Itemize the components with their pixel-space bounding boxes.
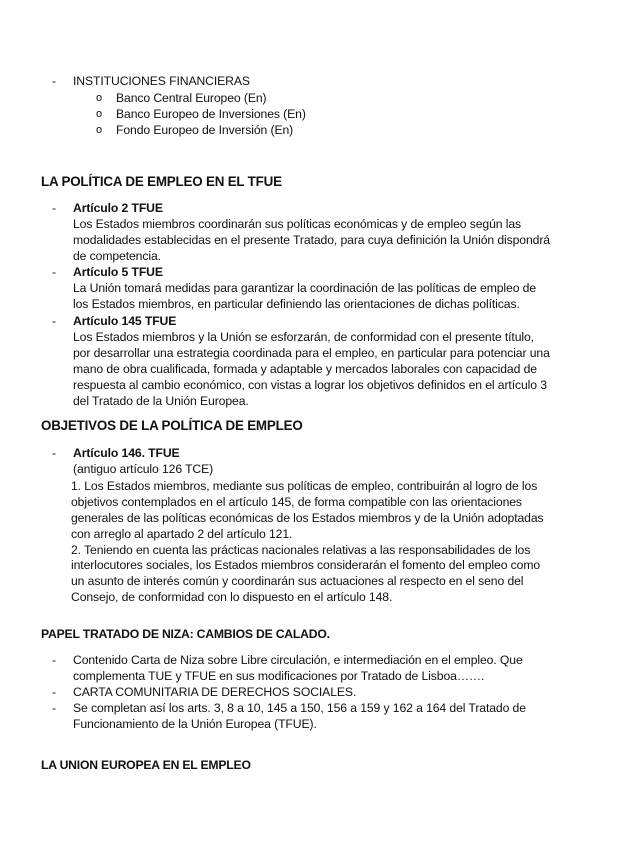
article-line: Los Estados miembros y la Unión se esforzarán, de conformidad con el presente título, — [73, 330, 534, 344]
paragraph-line: un asunto de interés común y coordinarán sus actuaciones al respecto en el seno del — [71, 574, 524, 588]
article-line: del Tratado de la Unión Europea. — [73, 394, 249, 408]
list-bullet: - — [52, 685, 57, 699]
article-line: Los Estados miembros coordinarán sus políticas económicas y de empleo según las — [73, 217, 522, 231]
list-item: Banco Europeo de Inversiones (En) — [116, 107, 306, 121]
article-line: por desarrollar una estrategia coordinada para el empleo, en particular para potenciar una — [73, 346, 550, 360]
bullet-line: Contenido Carta de Niza sobre Libre circulación, e intermediación en el empleo. Que — [73, 653, 523, 667]
list-bullet: - — [52, 701, 57, 715]
bullet-line: Funcionamiento de la Unión Europea (TFUE). — [73, 717, 317, 731]
article-line: modalidades establecidas en el presente Tratado, para cuya definición la Unión dispondrá — [73, 233, 550, 247]
instituciones-title: INSTITUCIONES FINANCIERAS — [73, 74, 250, 88]
section-heading: LA UNION EUROPEA EN EL EMPLEO — [41, 758, 251, 772]
bullet-line: Se completan así los arts. 3, 8 a 10, 145 a 150, 156 a 159 y 162 a 164 del Tratado de — [73, 701, 526, 715]
list-bullet: - — [52, 653, 57, 667]
article-title: Artículo 146. TFUE — [73, 446, 180, 460]
sub-bullet: o — [96, 108, 103, 120]
list-bullet: - — [52, 446, 57, 460]
paragraph-line: interlocutores sociales, los Estados miembros considerarán el fomento del empleo como — [71, 558, 541, 572]
list-bullet: - — [52, 314, 57, 328]
list-item: Fondo Europeo de Inversión (En) — [116, 123, 294, 137]
list-bullet: - — [52, 265, 57, 279]
list-bullet: - — [52, 201, 57, 215]
bullet-line: complementa TUE y TFUE en sus modificaciones por Tratado de Lisboa……. — [73, 669, 485, 683]
bullet-line: CARTA COMUNITARIA DE DERECHOS SOCIALES. — [73, 685, 357, 699]
list-item: Banco Central Europeo (En) — [116, 91, 267, 105]
paragraph-line: Consejo, de conformidad con lo dispuesto en el artículo 148. — [71, 590, 393, 604]
article-line: mano de obra cualificada, formada y adaptable y mercados laborales con capacidad de — [73, 362, 537, 376]
article-line: de competencia. — [73, 249, 161, 263]
paragraph-line: con arreglo al apartado 2 del artículo 121. — [71, 527, 293, 541]
article-line: La Unión tomará medidas para garantizar la coordinación de las políticas de empleo de — [73, 281, 537, 295]
sub-bullet: o — [96, 92, 103, 104]
list-bullet: - — [52, 74, 57, 88]
article-subtitle: (antiguo artículo 126 TCE) — [73, 462, 214, 476]
paragraph-line: generales de las políticas económicas de los Estados miembros y de la Unión adoptadas — [71, 511, 544, 525]
article-line: los Estados miembros, en particular definiendo las orientaciones de dichas políticas. — [73, 297, 520, 311]
article-title: Artículo 145 TFUE — [73, 314, 177, 328]
paragraph-line: objetivos contemplados en el artículo 145, de forma compatible con las orientaciones — [71, 495, 522, 509]
section-heading: PAPEL TRATADO DE NIZA: CAMBIOS DE CALADO. — [41, 627, 330, 641]
article-title: Artículo 5 TFUE — [73, 265, 163, 279]
sub-bullet: o — [96, 124, 103, 136]
article-title: Artículo 2 TFUE — [73, 201, 163, 215]
paragraph-line: 2. Teniendo en cuenta las prácticas nacionales relativas a las responsabilidades de los — [71, 543, 531, 557]
paragraph-line: 1. Los Estados miembros, mediante sus políticas de empleo, contribuirán al logro de los — [71, 479, 538, 493]
section-heading: OBJETIVOS DE LA POLÍTICA DE EMPLEO — [41, 418, 303, 433]
section-heading: LA POLÍTICA DE EMPLEO EN EL TFUE — [41, 174, 282, 189]
article-line: respuesta al cambio económico, con vistas a lograr los objetivos definidos en el artículo 3 — [73, 378, 547, 392]
